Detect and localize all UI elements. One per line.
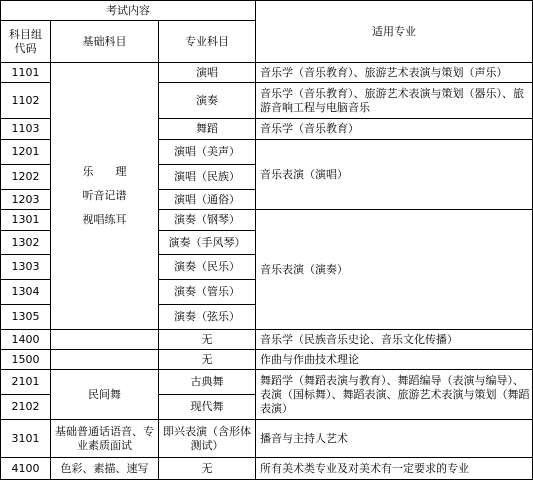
table-row xyxy=(1,370,533,395)
applicable-cell: 所有美术类专业及对美术有一定要求的专业 xyxy=(256,458,533,480)
code-header-line2: 代码 xyxy=(14,41,37,55)
major-cell: 无 xyxy=(159,350,256,370)
header-row-1 xyxy=(1,1,533,21)
applicable-cell: 播音与主持人艺术 xyxy=(256,420,533,458)
code-header xyxy=(1,21,51,63)
exam-content-header: 考试内容 xyxy=(1,1,256,21)
applicable-cell: 音乐学（音乐教育）、旅游艺术表演与策划（器乐）、旅游音响工程与电脑音乐 xyxy=(256,83,533,119)
code-cell: 2101 xyxy=(1,370,51,395)
code-cell: 1102 xyxy=(1,83,51,119)
basic-cell-empty xyxy=(51,330,159,350)
code-cell: 2102 xyxy=(1,395,51,420)
major-cell: 演奏（民乐） xyxy=(159,255,256,280)
basic-music-dictation: 听音记谱 xyxy=(82,189,127,202)
code-header-line1: 科目组 xyxy=(9,27,42,41)
applicable-cell: 音乐学（音乐教育）、旅游艺术表演与策划（声乐） xyxy=(256,63,533,83)
major-cell: 无 xyxy=(159,330,256,350)
major-cell: 演唱（美声） xyxy=(159,140,256,165)
code-cell: 1101 xyxy=(1,63,51,83)
code-cell: 1202 xyxy=(1,165,51,190)
code-cell: 1400 xyxy=(1,330,51,350)
major-cell: 演奏（管乐） xyxy=(159,280,256,305)
major-cell: 演奏（弦乐） xyxy=(159,305,256,330)
applicable-cell: 音乐学（民族音乐史论、音乐文化传播） xyxy=(256,330,533,350)
code-cell: 4100 xyxy=(1,458,51,480)
major-subject-header: 专业科目 xyxy=(159,21,256,63)
basic-subject-dance: 民间舞 xyxy=(51,370,159,420)
major-cell: 演奏（手风琴） xyxy=(159,231,256,255)
applicable-major-header: 适用专业 xyxy=(256,1,533,63)
code-cell: 3101 xyxy=(1,420,51,458)
basic-subject-header: 基础科目 xyxy=(51,21,159,63)
code-cell: 1500 xyxy=(1,350,51,370)
major-cell: 演唱（通俗） xyxy=(159,190,256,210)
applicable-cell: 作曲与作曲技术理论 xyxy=(256,350,533,370)
code-cell: 1201 xyxy=(1,140,51,165)
applicable-cell-singing: 音乐表演（演唱） xyxy=(256,140,533,210)
table-row xyxy=(1,350,533,370)
table-row xyxy=(1,330,533,350)
code-cell: 1301 xyxy=(1,210,51,231)
table-row xyxy=(1,458,533,480)
applicable-cell-dance: 舞蹈学（舞蹈表演与教育）、舞蹈编导（表演与编导）、表演（国标舞）、舞蹈表演、旅游艺术表演与策划（舞蹈表演） xyxy=(256,370,533,420)
basic-music-sightsinging: 视唱练耳 xyxy=(82,213,127,226)
code-cell: 1203 xyxy=(1,190,51,210)
major-cell: 即兴表演（含形体测试） xyxy=(159,420,256,458)
code-cell: 1304 xyxy=(1,280,51,305)
basic-subject-music xyxy=(51,63,159,330)
major-cell: 古典舞 xyxy=(159,370,256,395)
major-cell: 现代舞 xyxy=(159,395,256,420)
major-cell: 演奏（钢琴） xyxy=(159,210,256,231)
basic-music-theory: 乐 理 xyxy=(82,165,127,178)
code-cell: 1302 xyxy=(1,231,51,255)
major-cell: 无 xyxy=(159,458,256,480)
table-row xyxy=(1,63,533,83)
major-cell: 舞蹈 xyxy=(159,119,256,140)
applicable-cell-playing: 音乐表演（演奏） xyxy=(256,210,533,330)
major-cell: 演奏 xyxy=(159,83,256,119)
code-cell: 1303 xyxy=(1,255,51,280)
basic-subject-broadcast: 基础普通话语音、专业素质面试 xyxy=(51,420,159,458)
major-cell: 演唱 xyxy=(159,63,256,83)
code-cell: 1103 xyxy=(1,119,51,140)
applicable-cell: 音乐学（音乐教育） xyxy=(256,119,533,140)
basic-cell-empty xyxy=(51,350,159,370)
code-cell: 1305 xyxy=(1,305,51,330)
major-cell: 演唱（民族） xyxy=(159,165,256,190)
table-row xyxy=(1,420,533,458)
basic-subject-art: 色彩、素描、速写 xyxy=(51,458,159,480)
